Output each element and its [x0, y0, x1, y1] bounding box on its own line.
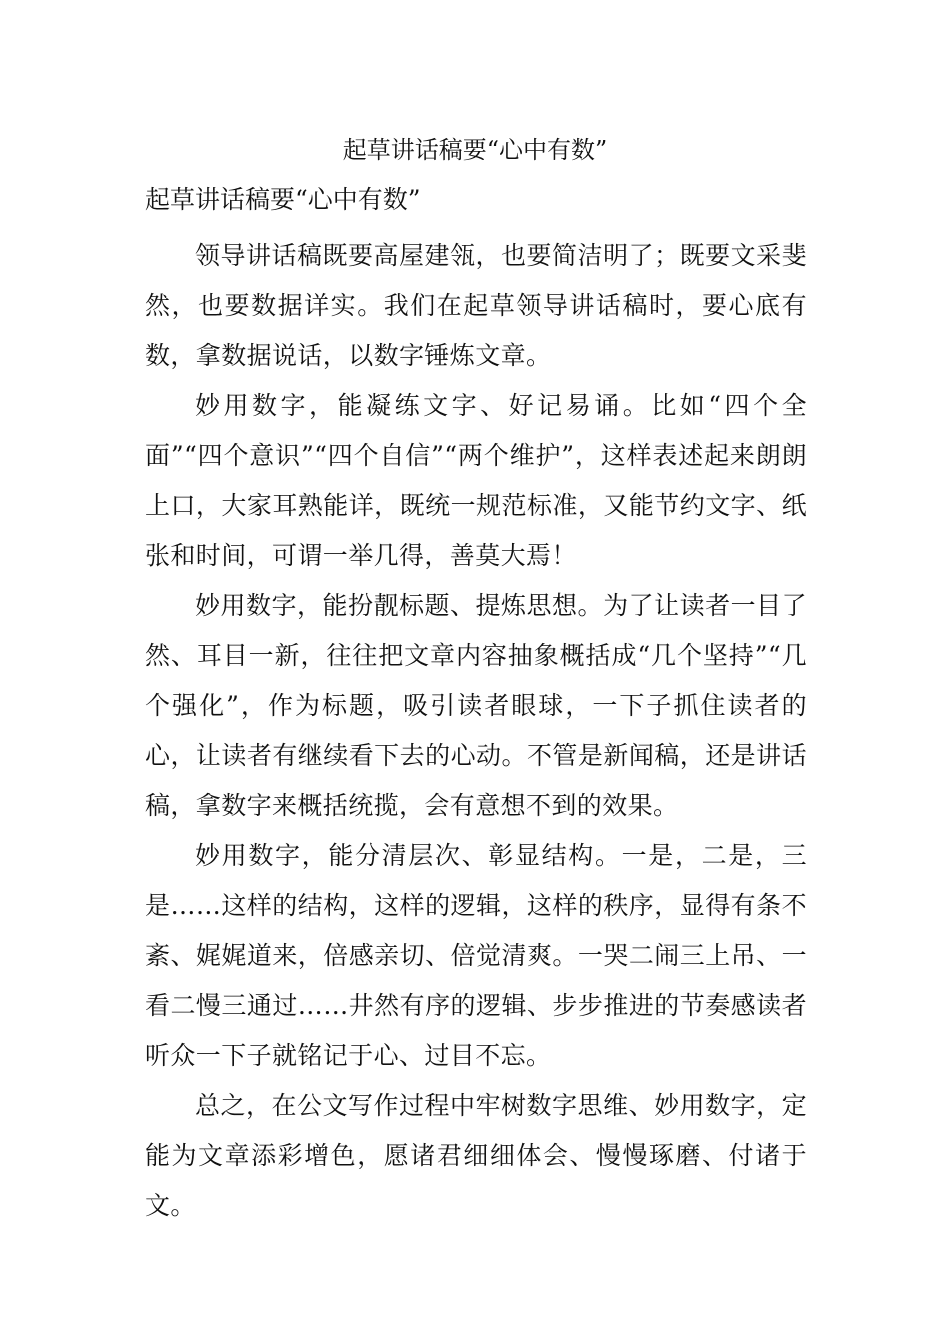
document-title: 起草讲话稿要“心中有数” — [342, 136, 608, 164]
paragraph-intro: 领导讲话稿既要高屋建瓴，也要简洁明了；既要文采斐然，也要数据详实。我们在起草领导讲话稿时，要心底有数，拿数据说话，以数字锤炼文章。 — [145, 241, 807, 370]
paragraph-condense: 妙用数字，能凝练文字、好记易诵。比如“四个全面”“四个意识”“四个自信”“两个维护”，这样表述起来朗朗上口，大家耳熟能详，既统一规范标准，又能节约文字、纸张和时间，可谓一举几得，善莫大焉！ — [145, 391, 807, 570]
paragraph-structure: 妙用数字，能分清层次、彰显结构。一是，二是，三是……这样的结构，这样的逻辑，这样的秩序，显得有条不紊、娓娓道来，倍感亲切、倍觉清爽。一哭二闹三上吊、一看二慢三通过……井然有序的逻辑、步步推进的节奏感读者听众一下子就铭记于心、过目不忘。 — [145, 841, 807, 1070]
document-body — [145, 181, 807, 1231]
paragraph-conclusion: 总之，在公文写作过程中牢树数字思维、妙用数字，定能为文章添彩增色，愿诸君细细体会、慢慢琢磨、付诸于文。 — [145, 1091, 807, 1220]
paragraph-headline: 妙用数字，能扮靓标题、提炼思想。为了让读者一目了然、耳目一新，往往把文章内容抽象概括成“几个坚持”“几个强化”，作为标题，吸引读者眼球，一下子抓住读者的心，让读者有继续看下去的心动。不管是新闻稿，还是讲话稿，拿数字来概括统揽，会有意想不到的效果。 — [145, 591, 807, 820]
document-subtitle: 起草讲话稿要“心中有数” — [145, 185, 421, 214]
